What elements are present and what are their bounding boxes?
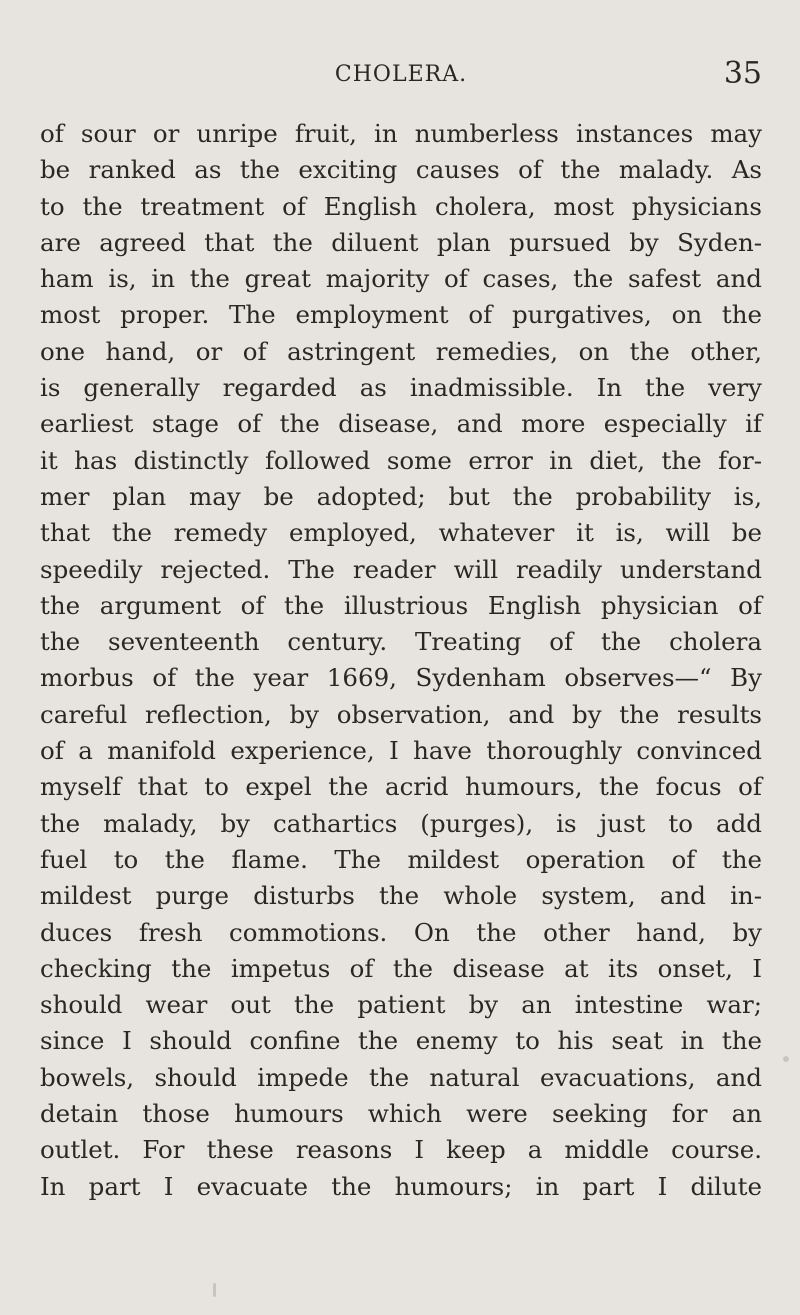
text-line: careful reflection, by observation, and by the results bbox=[40, 699, 762, 729]
text-line: detain those humours which were seeking for an bbox=[40, 1099, 762, 1129]
text-line: should wear out the patient by an intestine war; bbox=[40, 990, 762, 1020]
text-line: mildest purge disturbs the whole system, and in- bbox=[40, 881, 762, 911]
text-line: checking the impetus of the disease at its onset, I bbox=[40, 953, 762, 983]
text-line: are agreed that the diluent plan pursued by Syden- bbox=[40, 227, 762, 257]
text-line: it has distinctly followed some error in diet, the for- bbox=[40, 445, 762, 475]
text-line: to the treatment of English cholera, most physicians bbox=[40, 191, 762, 221]
text-line: myself that to expel the acrid humours, the focus of bbox=[40, 772, 762, 802]
text-line: fuel to the flame. The mildest operation of the bbox=[40, 844, 762, 874]
text-line: the malady, by cathartics (purges), is just to add bbox=[40, 808, 762, 838]
page-header bbox=[40, 52, 762, 92]
text-line: speedily rejected. The reader will readily understand bbox=[40, 554, 762, 584]
text-line: morbus of the year 1669, Sydenham observes—“ By bbox=[40, 663, 762, 693]
text-line: that the remedy employed, whatever it is, will be bbox=[40, 518, 762, 548]
text-line: the seventeenth century. Treating of the cholera bbox=[40, 627, 762, 657]
text-line: most proper. The employment of purgatives, on the bbox=[40, 300, 762, 330]
text-line: mer plan may be adopted; but the probability is, bbox=[40, 481, 762, 511]
text-line: ham is, in the great majority of cases, the safest and bbox=[40, 264, 762, 294]
page-number: 35 bbox=[723, 56, 762, 91]
text-line: be ranked as the exciting causes of the malady. As bbox=[40, 155, 762, 185]
text-line: duces fresh commotions. On the other hand, by bbox=[40, 917, 762, 947]
paper-speck bbox=[213, 1283, 216, 1297]
text-line: the argument of the illustrious English physician of bbox=[40, 590, 762, 620]
body-text bbox=[40, 116, 762, 1205]
text-line: is generally regarded as inadmissible. In the very bbox=[40, 373, 762, 403]
paper-speck bbox=[783, 1056, 789, 1062]
text-line: bowels, should impede the natural evacuations, and bbox=[40, 1062, 762, 1092]
text-line: of a manifold experience, I have thoroughly convinced bbox=[40, 736, 762, 766]
text-line: of sour or unripe fruit, in numberless instances may bbox=[40, 119, 762, 148]
text-line: earliest stage of the disease, and more especially if bbox=[40, 409, 762, 439]
text-line: In part I evacuate the humours; in part I dilute bbox=[40, 1171, 762, 1201]
text-line: since I should confine the enemy to his seat in the bbox=[40, 1026, 762, 1056]
text-line: one hand, or of astringent remedies, on the other, bbox=[40, 336, 762, 366]
text-line: outlet. For these reasons I keep a middle course. bbox=[40, 1135, 762, 1165]
running-head: CHOLERA. bbox=[334, 62, 468, 87]
